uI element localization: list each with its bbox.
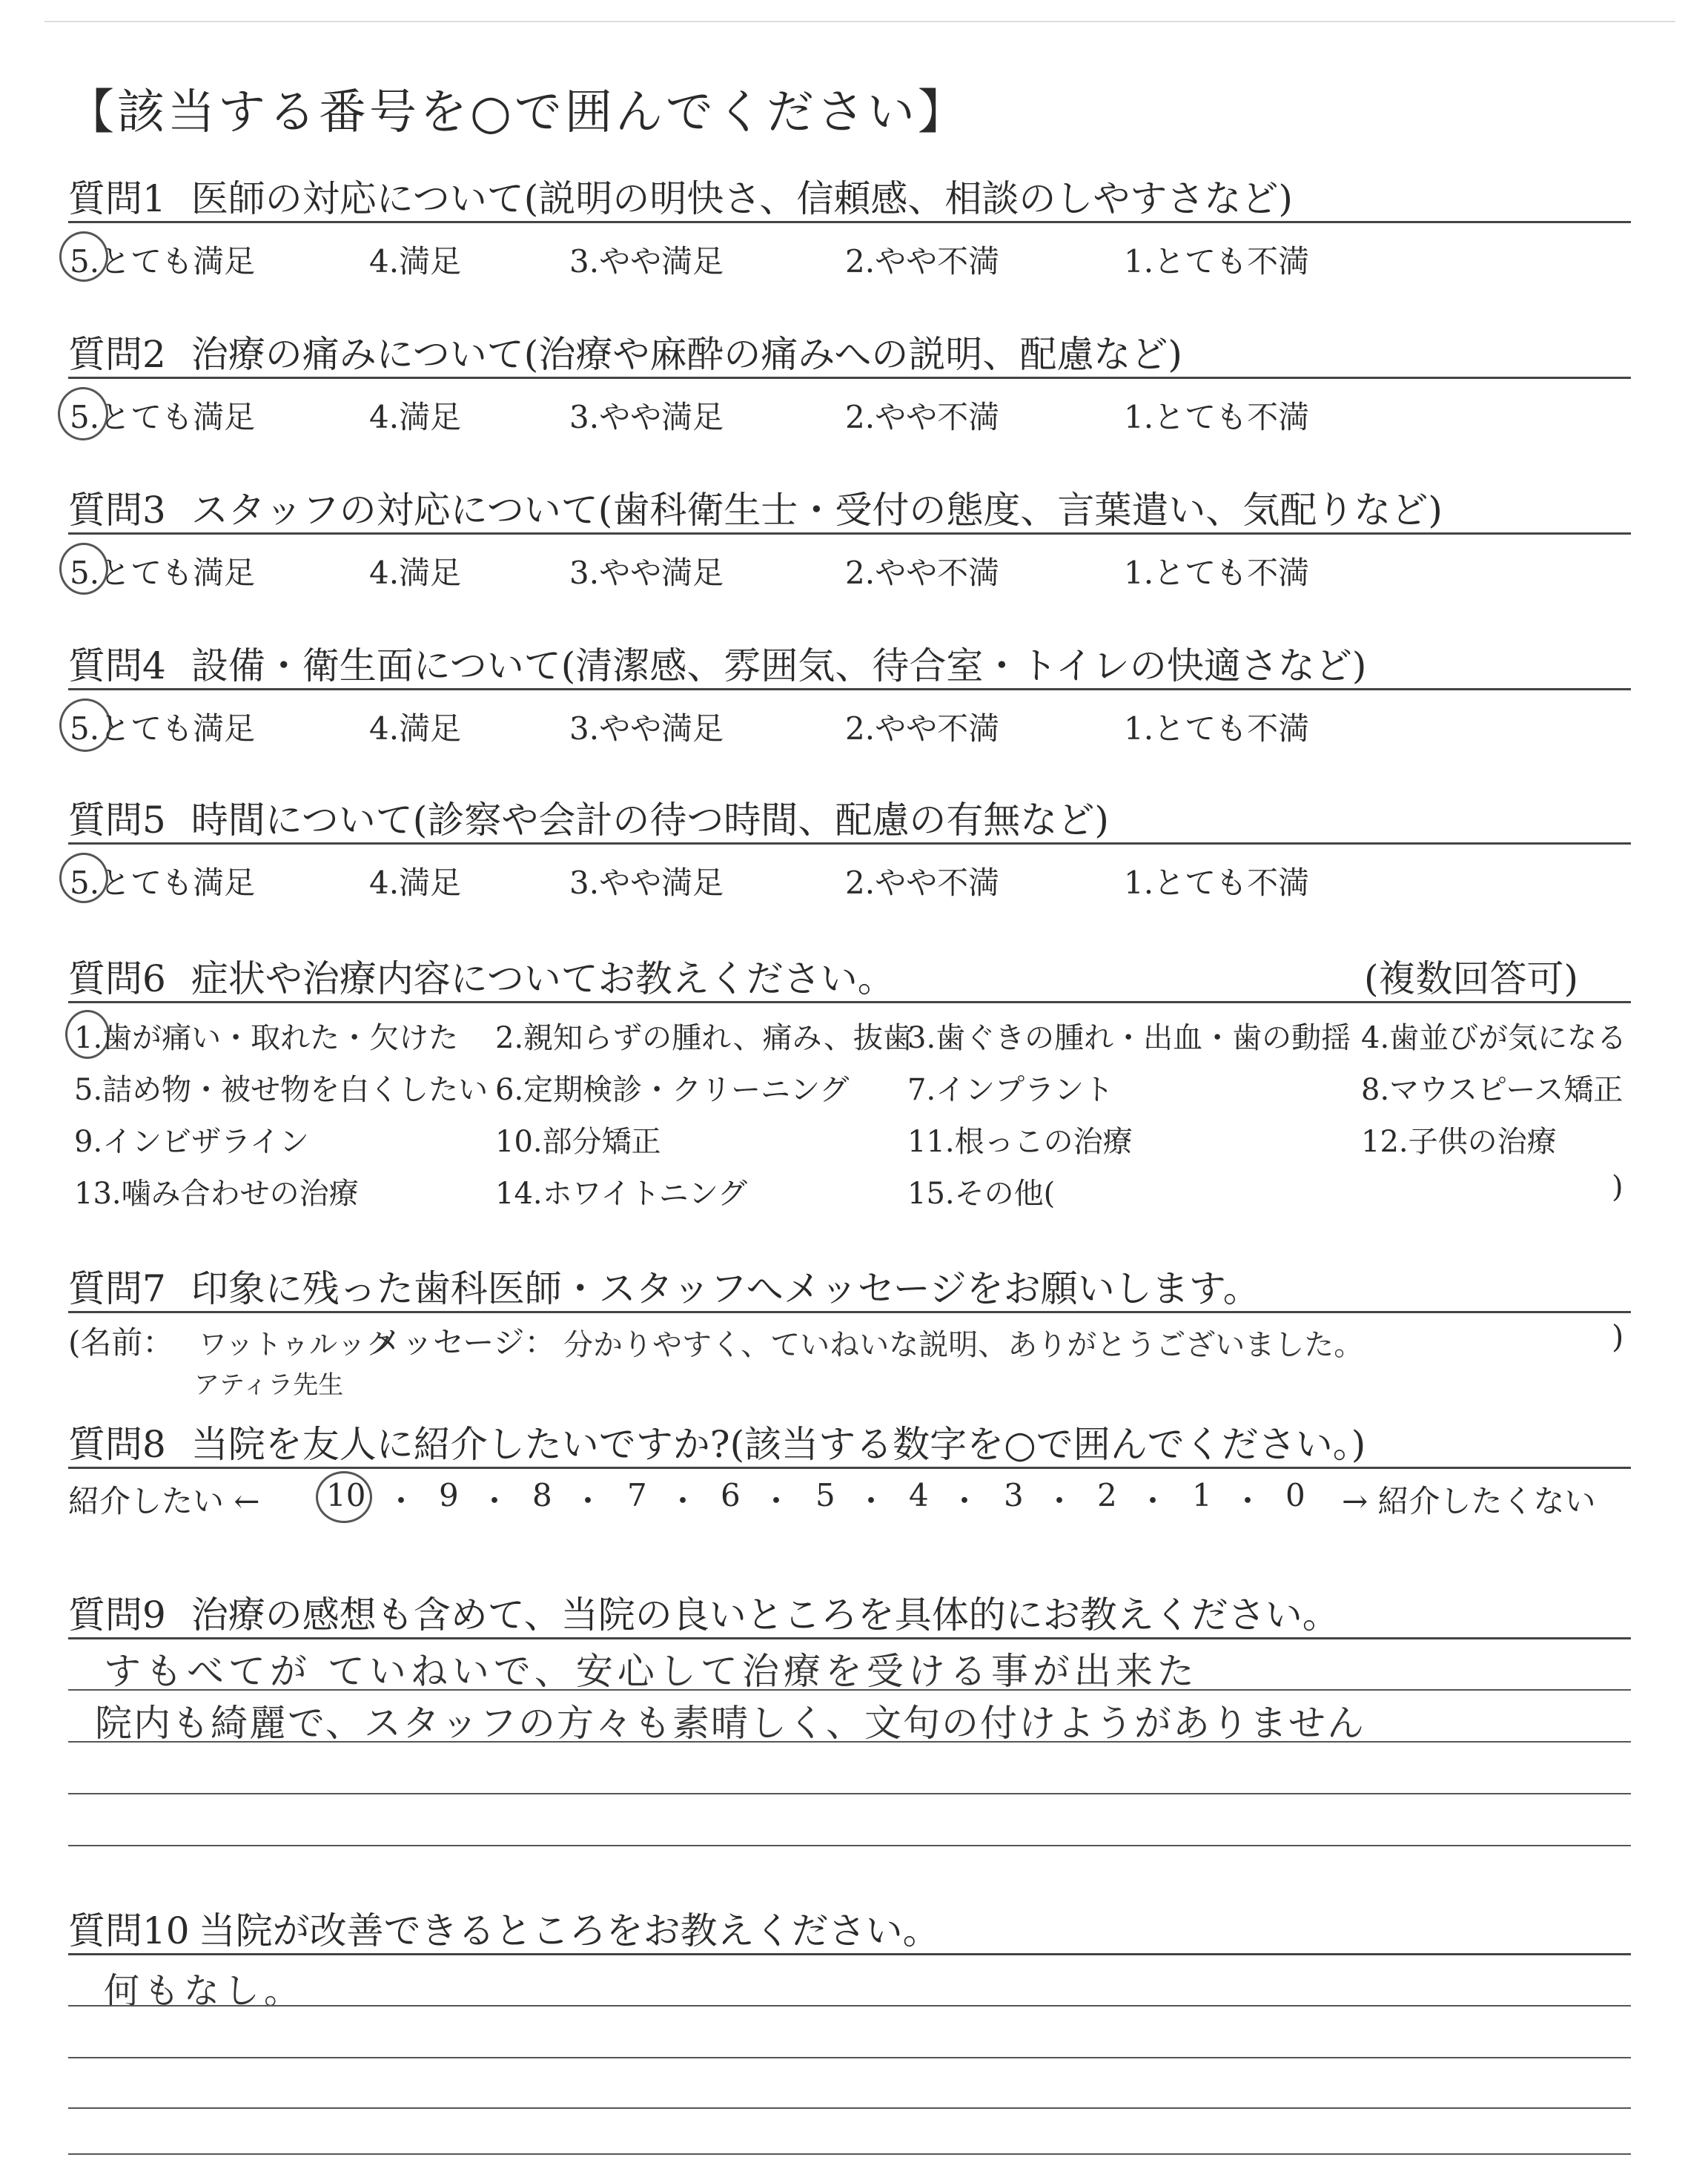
- question-5-number: 質問5: [68, 799, 166, 842]
- q8-right-label: → 紹介したくない: [1342, 1483, 1596, 1519]
- question-1-heading: [68, 169, 1293, 222]
- q8-separator: ・: [1232, 1483, 1264, 1519]
- question-4-rule: [68, 688, 1631, 690]
- q6-option-15[interactable]: 15.その他(: [907, 1177, 1056, 1211]
- question-8-rule: [68, 1467, 1631, 1469]
- q8-value-2[interactable]: 2: [1097, 1477, 1117, 1513]
- q10-writing-line: [68, 2153, 1631, 2155]
- q8-separator: ・: [761, 1483, 792, 1519]
- q9-writing-line: [68, 1793, 1631, 1794]
- q9-writing-line: [68, 1845, 1631, 1846]
- q4-option-3[interactable]: 3.やや満足: [569, 710, 724, 747]
- q9-answer-line-2[interactable]: 院内も綺麗で、スタッフの方々も素晴しく、文句の付けようがありません: [95, 1702, 1366, 1745]
- question-9-rule: [68, 1637, 1631, 1639]
- question-6-heading: [68, 949, 895, 1003]
- q7-name-value-line1[interactable]: ワットゥルック: [199, 1328, 394, 1361]
- q4-option-1[interactable]: 1.とても不満: [1124, 710, 1310, 747]
- q6-option-13[interactable]: 13.噛み合わせの治療: [74, 1177, 359, 1211]
- q8-value-1[interactable]: 1: [1192, 1477, 1212, 1513]
- q7-name-value-line2[interactable]: アティラ先生: [194, 1370, 344, 1400]
- q8-separator: ・: [1044, 1483, 1076, 1519]
- q6-option-3[interactable]: 3.歯ぐきの腫れ・出血・歯の動揺: [907, 1021, 1351, 1055]
- question-8-heading: [68, 1415, 1366, 1468]
- question-1-number: 質問1: [68, 177, 166, 220]
- q4-option-4[interactable]: 4.満足: [369, 710, 462, 747]
- q8-separator: ・: [479, 1483, 511, 1519]
- q8-value-7[interactable]: 7: [627, 1477, 647, 1513]
- q1-option-4[interactable]: 4.満足: [369, 243, 462, 280]
- question-3-number: 質問3: [68, 489, 166, 532]
- q1-option-3[interactable]: 3.やや満足: [569, 243, 724, 280]
- q7-name-label: (名前：: [68, 1324, 174, 1361]
- q8-separator: ・: [572, 1483, 604, 1519]
- question-3-rule: [68, 532, 1631, 535]
- q6-option-9[interactable]: 9.インビザライン: [74, 1125, 309, 1159]
- q2-option-3[interactable]: 3.やや満足: [569, 399, 724, 435]
- q3-option-2[interactable]: 2.やや不満: [845, 555, 1000, 591]
- q10-writing-line: [68, 2005, 1631, 2007]
- question-2-heading: [68, 325, 1182, 378]
- q8-value-4[interactable]: 4: [909, 1477, 929, 1513]
- q5-option-4[interactable]: 4.満足: [369, 865, 462, 901]
- question-1-rule: [68, 221, 1631, 223]
- q3-option-1[interactable]: 1.とても不満: [1124, 555, 1310, 591]
- q10-answer-line-1[interactable]: 何もなし。: [104, 1970, 305, 2012]
- q6-option-10[interactable]: 10.部分矯正: [495, 1125, 661, 1159]
- question-7-rule: [68, 1311, 1631, 1313]
- q1-option-5[interactable]: 5.とても満足: [70, 243, 256, 280]
- q1-option-1[interactable]: 1.とても不満: [1124, 243, 1310, 280]
- q9-writing-line: [68, 1741, 1631, 1743]
- q8-left-label: 紹介したい ←: [68, 1483, 260, 1519]
- question-6-rule: [68, 1001, 1631, 1003]
- question-5-heading: [68, 790, 1109, 844]
- question-9-text: 治療の感想も含めて、当院の良いところを具体的にお教えください。: [191, 1593, 1340, 1636]
- q2-option-1[interactable]: 1.とても不満: [1124, 399, 1310, 435]
- top-edge-rule: [44, 21, 1675, 22]
- q3-option-5[interactable]: 5.とても満足: [70, 555, 256, 591]
- q10-writing-line: [68, 2057, 1631, 2058]
- q5-option-2[interactable]: 2.やや不満: [845, 865, 1000, 901]
- q8-value-9[interactable]: 9: [439, 1477, 459, 1513]
- question-7-number: 質問7: [68, 1267, 166, 1310]
- question-10-heading: [68, 1901, 940, 1955]
- q8-separator: ・: [1137, 1483, 1169, 1519]
- question-2-text: 治療の痛みについて(治療や麻酔の痛みへの説明、配慮など): [191, 333, 1182, 376]
- question-4-text: 設備・衛生面について(清潔感、雰囲気、待合室・トイレの快適さなど): [191, 644, 1367, 687]
- q3-option-3[interactable]: 3.やや満足: [569, 555, 724, 591]
- q6-option-8[interactable]: 8.マウスピース矯正: [1361, 1073, 1623, 1107]
- q8-value-0[interactable]: 0: [1285, 1477, 1305, 1513]
- q5-option-5[interactable]: 5.とても満足: [70, 865, 256, 901]
- q8-value-3[interactable]: 3: [1004, 1477, 1024, 1513]
- q6-option-1[interactable]: 1.歯が痛い・取れた・欠けた: [74, 1021, 459, 1055]
- q8-value-10[interactable]: 10: [326, 1477, 366, 1513]
- q8-separator: ・: [385, 1483, 417, 1519]
- question-10-number: 質問10: [68, 1909, 190, 1952]
- q10-writing-line: [68, 2107, 1631, 2109]
- q8-value-6[interactable]: 6: [721, 1477, 741, 1513]
- question-8-text: 当院を友人に紹介したいですか?(該当する数字を○で囲んでください。): [191, 1423, 1366, 1466]
- q8-value-8[interactable]: 8: [532, 1477, 552, 1513]
- question-6-text: 症状や治療内容についてお教えください。: [191, 957, 895, 1000]
- q6-option-5[interactable]: 5.詰め物・被せ物を白くしたい: [74, 1073, 489, 1107]
- q6-option-11[interactable]: 11.根っこの治療: [907, 1125, 1133, 1159]
- q9-writing-line: [68, 1689, 1631, 1691]
- q4-option-5[interactable]: 5.とても満足: [70, 710, 256, 747]
- q6-other-close-paren: ): [1612, 1170, 1623, 1204]
- question-4-heading: [68, 636, 1366, 690]
- question-3-text: スタッフの対応について(歯科衛生士・受付の態度、言葉遣い、気配りなど): [191, 489, 1443, 532]
- q7-close-paren: ): [1612, 1318, 1624, 1355]
- form-title: 【該当する番号を○で囲んでください】: [67, 85, 968, 140]
- q2-option-4[interactable]: 4.満足: [369, 399, 462, 435]
- q8-value-5[interactable]: 5: [815, 1477, 835, 1513]
- question-5-text: 時間について(診察や会計の待つ時間、配慮の有無など): [191, 799, 1109, 842]
- question-2-rule: [68, 377, 1631, 379]
- q9-answer-line-1[interactable]: すもべてが ていねいで、安心して治療を受ける事が出来た: [104, 1650, 1199, 1693]
- question-6-multiple-note: (複数回答可): [1364, 957, 1579, 1000]
- question-3-heading: [68, 480, 1443, 534]
- q8-separator: ・: [667, 1483, 699, 1519]
- q6-option-2[interactable]: 2.親知らずの腫れ、痛み、抜歯: [495, 1021, 913, 1055]
- question-10-rule: [68, 1953, 1631, 1955]
- question-8-number: 質問8: [68, 1423, 166, 1466]
- question-10-text: 当院が改善できるところをお教えください。: [198, 1909, 940, 1952]
- q6-option-6[interactable]: 6.定期検診・クリーニング: [495, 1073, 850, 1107]
- question-2-number: 質問2: [68, 333, 166, 376]
- q2-option-2[interactable]: 2.やや不満: [845, 399, 1000, 435]
- q7-message-label: メッセージ：: [371, 1324, 556, 1361]
- q6-option-14[interactable]: 14.ホワイトニング: [495, 1177, 748, 1211]
- q6-option-4[interactable]: 4.歯並びが気になる: [1361, 1021, 1627, 1055]
- question-1-text: 医師の対応について(説明の明快さ、信頼感、相談のしやすさなど): [191, 177, 1293, 220]
- q5-option-3[interactable]: 3.やや満足: [569, 865, 724, 901]
- question-9-number: 質問9: [68, 1593, 166, 1636]
- q6-option-7[interactable]: 7.インプラント: [907, 1073, 1114, 1107]
- q8-separator: ・: [949, 1483, 981, 1519]
- q2-option-5[interactable]: 5.とても満足: [70, 399, 256, 435]
- q3-option-4[interactable]: 4.満足: [369, 555, 462, 591]
- question-7-heading: [68, 1259, 1260, 1312]
- question-6-number: 質問6: [68, 957, 166, 1000]
- q8-separator: ・: [855, 1483, 887, 1519]
- q4-option-2[interactable]: 2.やや不満: [845, 710, 1000, 747]
- q6-option-12[interactable]: 12.子供の治療: [1361, 1125, 1557, 1159]
- question-7-text: 印象に残った歯科医師・スタッフへメッセージをお願いします。: [191, 1267, 1260, 1310]
- question-5-rule: [68, 842, 1631, 845]
- question-9-heading: [68, 1585, 1340, 1639]
- question-4-number: 質問4: [68, 644, 166, 687]
- q1-option-2[interactable]: 2.やや不満: [845, 243, 1000, 280]
- q7-message-value[interactable]: 分かりやすく、ていねいな説明、ありがとうございました。: [563, 1328, 1364, 1362]
- q5-option-1[interactable]: 1.とても不満: [1124, 865, 1310, 901]
